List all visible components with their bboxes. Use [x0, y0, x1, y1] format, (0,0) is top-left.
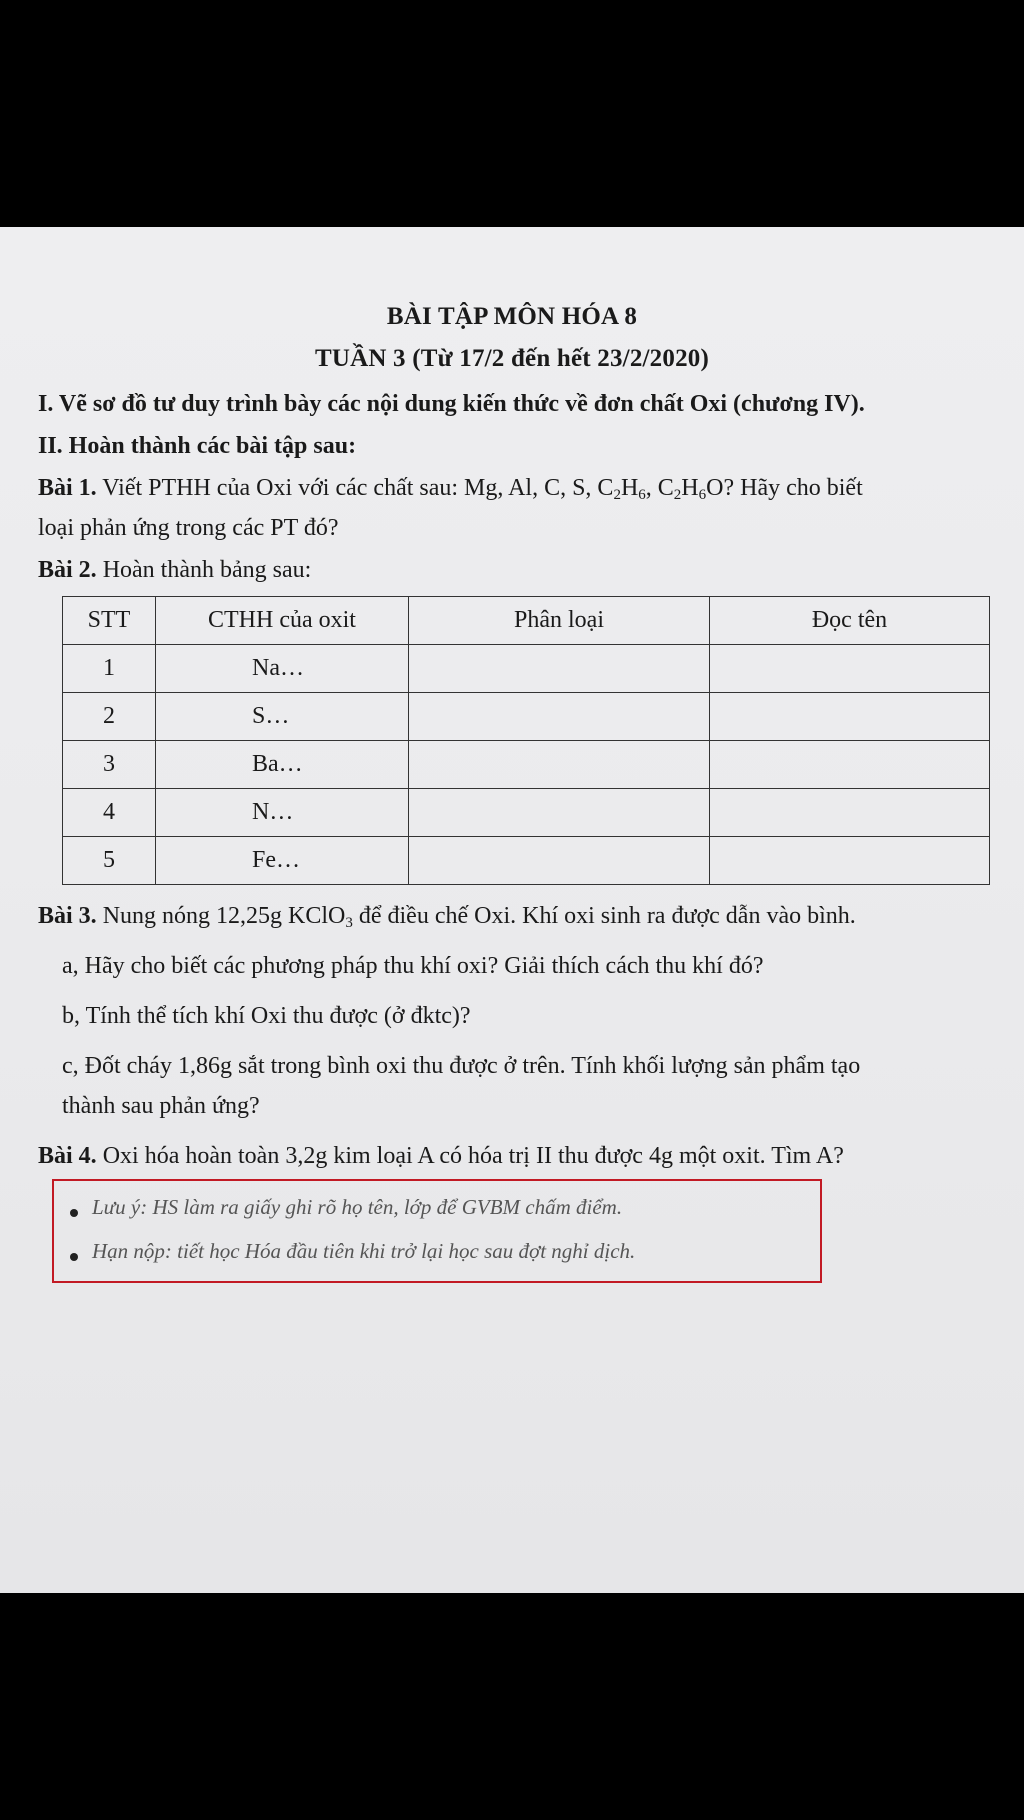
- table-header-row: [63, 597, 990, 645]
- subscript: 2: [613, 487, 621, 503]
- exercise-2-text: Hoàn thành bảng sau:: [96, 557, 312, 583]
- exercise-3-text: Nung nóng 12,25g KClO: [96, 903, 346, 929]
- row-stt: 4: [63, 789, 156, 837]
- exercise-1-line-1: [38, 475, 863, 504]
- exercise-3-part-b: b, Tính thể tích khí Oxi thu được (ở đktc)?: [62, 1003, 471, 1029]
- table-row: [63, 645, 990, 693]
- oxide-formula: Ba…: [252, 751, 303, 777]
- oxide-formula: Na…: [252, 655, 304, 681]
- exercise-3-part-c-line-1: c, Đốt cháy 1,86g sắt trong bình oxi thu được ở trên. Tính khối lượng sản phẩm tạo: [62, 1053, 861, 1079]
- exercise-3-text-end: để điều chế Oxi. Khí oxi sinh ra được dẫn vào bình.: [352, 903, 856, 929]
- table-row: [63, 837, 990, 885]
- note-han-nop: Hạn nộp: tiết học Hóa đầu tiên khi trở lại học sau đợt nghỉ dịch.: [92, 1239, 636, 1263]
- row-cthh: [156, 741, 409, 789]
- row-doc-ten[interactable]: [710, 837, 990, 885]
- row-phan-loai[interactable]: [409, 741, 710, 789]
- exercise-1-line-2: loại phản ứng trong các PT đó?: [38, 515, 339, 541]
- week-heading: TUẦN 3 (Từ 17/2 đến hết 23/2/2020): [314, 345, 710, 372]
- row-stt: 5: [63, 837, 156, 885]
- header-doc-ten: Đọc tên: [710, 597, 990, 645]
- exercise-3-label: Bài 3.: [38, 903, 97, 929]
- oxide-formula: S…: [252, 703, 290, 729]
- header-stt: STT: [63, 597, 156, 645]
- formula-part: H: [620, 475, 639, 501]
- section-1: I. Vẽ sơ đồ tư duy trình bày các nội dung kiến thức về đơn chất Oxi (chương IV).: [38, 391, 865, 417]
- exercise-2: [38, 557, 311, 584]
- row-doc-ten[interactable]: [710, 693, 990, 741]
- row-cthh: [156, 837, 409, 885]
- row-phan-loai[interactable]: [409, 789, 710, 837]
- exercise-1-text-end: O? Hãy cho biết: [706, 475, 863, 501]
- row-cthh: [156, 693, 409, 741]
- oxide-formula: N…: [252, 799, 294, 825]
- worksheet-title: BÀI TẬP MÔN HÓA 8: [386, 303, 638, 330]
- table-row: [63, 741, 990, 789]
- notes-box: [52, 1179, 822, 1283]
- row-stt: 1: [63, 645, 156, 693]
- subscript: 6: [698, 487, 707, 503]
- row-phan-loai[interactable]: [409, 645, 710, 693]
- exercise-3-part-c-line-2: thành sau phản ứng?: [62, 1093, 260, 1119]
- table-row: [63, 693, 990, 741]
- formula-part: H: [681, 475, 699, 501]
- exercise-3-part-a: a, Hãy cho biết các phương pháp thu khí oxi? Giải thích cách thu khí đó?: [62, 953, 764, 979]
- row-doc-ten[interactable]: [710, 645, 990, 693]
- header-phan-loai: Phân loại: [409, 597, 710, 645]
- exercise-2-label: Bài 2.: [38, 557, 97, 583]
- section-2: II. Hoàn thành các bài tập sau:: [38, 433, 357, 459]
- exercise-4: [38, 1143, 844, 1170]
- row-cthh: [156, 789, 409, 837]
- exercise-3-line-1: [38, 903, 856, 932]
- oxide-formula: Fe…: [252, 847, 300, 873]
- row-stt: 3: [63, 741, 156, 789]
- bullet-icon: [70, 1209, 78, 1217]
- exercise-1-label: Bài 1.: [38, 475, 97, 501]
- row-doc-ten[interactable]: [710, 789, 990, 837]
- row-cthh: [156, 645, 409, 693]
- formula-part: , C: [645, 475, 674, 501]
- exercise-4-text: Oxi hóa hoàn toàn 3,2g kim loại A có hóa trị II thu được 4g một oxit. Tìm A?: [96, 1143, 844, 1169]
- exercise-4-label: Bài 4.: [38, 1143, 97, 1169]
- note-luu-y: Lưu ý: HS làm ra giấy ghi rõ họ tên, lớp để GVBM chấm điểm.: [92, 1195, 623, 1219]
- subscript: 6: [638, 487, 646, 503]
- subscript: 3: [345, 915, 353, 931]
- bullet-icon: [70, 1253, 78, 1261]
- subscript: 2: [673, 487, 682, 503]
- oxide-table: [62, 596, 990, 885]
- worksheet-paper: [0, 227, 1024, 1593]
- row-doc-ten[interactable]: [710, 741, 990, 789]
- row-phan-loai[interactable]: [409, 693, 710, 741]
- table-row: [63, 789, 990, 837]
- header-cthh: CTHH của oxit: [156, 597, 409, 645]
- row-phan-loai[interactable]: [409, 837, 710, 885]
- row-stt: 2: [63, 693, 156, 741]
- exercise-1-text: Viết PTHH của Oxi với các chất sau: Mg, Al, C, S, C: [96, 475, 614, 501]
